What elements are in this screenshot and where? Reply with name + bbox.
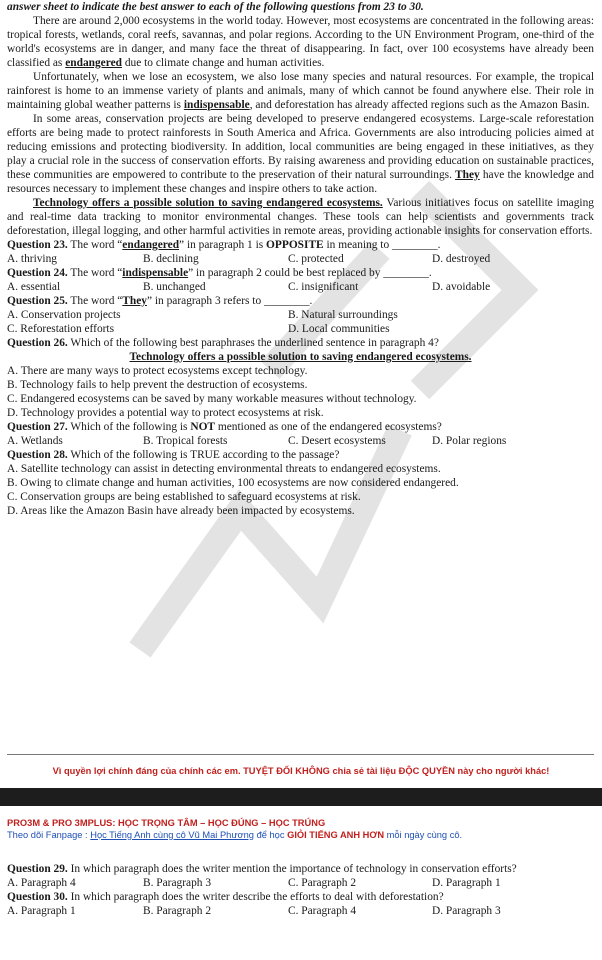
question-24-options	[7, 280, 594, 294]
option-d[interactable]: D. avoidable	[432, 281, 491, 293]
option-b[interactable]: B. Tropical forests	[143, 435, 228, 447]
option-d[interactable]: D. Paragraph 1	[432, 877, 501, 889]
option-c[interactable]: C. protected	[288, 253, 344, 265]
question-23-options	[7, 252, 594, 266]
copyright-warning: Vì quyền lợi chính đáng của chính các em. TUYỆT ĐỐI KHÔNG chia sẻ tài liệu ĐỘC QUYỀN này cho người khác!	[52, 766, 550, 776]
paragraph-4: Technology offers a possible solution to saving endangered ecosystems. Various initiatives focus on satellite imaging and real-time data tracking to monitor environmental changes. These tools can help scientists and governments track deforestation, illegal logging, and other harmful activities in remote areas, providing actionable insights for conservation efforts.	[7, 197, 594, 237]
question-27: Question 27. Which of the following is NOT mentioned as one of the endangered ecosystems?	[7, 421, 442, 433]
option-d[interactable]: D. Areas like the Amazon Basin have already been impacted by ecosystems.	[7, 505, 355, 517]
option-d[interactable]: D. Technology provides a potential way to protect ecosystems at risk.	[7, 407, 324, 419]
option-c[interactable]: C. Paragraph 2	[288, 877, 357, 889]
promo-header	[7, 818, 597, 841]
paragraph-3: In some areas, conservation projects are being developed to preserve endangered ecosystems. Large-scale reforestation efforts are being made to protect rainforests in South America and Africa. Governments are also introducing policies aimed at reducing emissions and protecting biodiversity. In addition, local communities are being engaged in these initiatives, as they play a crucial role in the success of conservation efforts. By raising awareness and providing education on sustainable practices, these communities are empowered to contribute to the preservation of their natural surroundings. They have the knowledge and resources necessary to implement these changes and inspire others to take action.	[7, 113, 594, 195]
option-b[interactable]: B. Paragraph 3	[143, 877, 212, 889]
question-29: Question 29. In which paragraph does the writer mention the importance of technology in conservation efforts?	[7, 863, 517, 875]
option-c[interactable]: C. Conservation groups are being established to safeguard ecosystems at risk.	[7, 491, 361, 503]
promo-title: PRO3M & PRO 3MPLUS: HỌC TRỌNG TÂM – HỌC ĐÚNG – HỌC TRÚNG	[7, 818, 326, 828]
option-b[interactable]: B. declining	[143, 253, 199, 265]
footer-rule	[7, 754, 594, 755]
question-27-options	[7, 434, 594, 448]
option-d[interactable]: D. destroyed	[432, 253, 491, 265]
option-c[interactable]: C. Paragraph 4	[288, 905, 357, 917]
option-a[interactable]: A. There are many ways to protect ecosystems except technology.	[7, 365, 308, 377]
option-c[interactable]: C. insignificant	[288, 281, 359, 293]
question-25-options	[7, 308, 594, 336]
question-26: Question 26. Which of the following best paraphrases the underlined sentence in paragraph 4?	[7, 337, 439, 349]
paragraph-2: Unfortunately, when we lose an ecosystem, we also lose many species and natural resources. For example, the tropical rainforest is home to an immense variety of plants and animals, many of which cannot be found anywhere else. Their role in maintaining global weather patterns is indispensable, and deforestation has already affected regions such as the Amazon Basin.	[7, 71, 594, 111]
option-a[interactable]: A. Paragraph 4	[7, 877, 76, 889]
option-a[interactable]: A. Satellite technology can assist in detecting environmental threats to endangered ecosystems.	[7, 463, 441, 475]
option-a[interactable]: A. Conservation projects	[7, 309, 121, 321]
option-d[interactable]: D. Paragraph 3	[432, 905, 501, 917]
option-a[interactable]: A. thriving	[7, 253, 57, 265]
question-28-options	[7, 462, 594, 518]
question-24: Question 24. The word “indispensable” in paragraph 2 could be best replaced by ________.	[7, 267, 432, 279]
option-b[interactable]: B. Technology fails to help prevent the destruction of ecosystems.	[7, 379, 308, 391]
option-b[interactable]: B. Paragraph 2	[143, 905, 212, 917]
question-30: Question 30. In which paragraph does the writer describe the efforts to deal with deforestation?	[7, 891, 444, 903]
highlight-endangered: endangered	[65, 57, 122, 69]
underlined-sentence: Technology offers a possible solution to saving endangered ecosystems.	[33, 197, 383, 209]
option-a[interactable]: A. Paragraph 1	[7, 905, 76, 917]
question-28: Question 28. Which of the following is TRUE according to the passage?	[7, 449, 340, 461]
paragraph-1: There are around 2,000 ecosystems in the world today. However, most ecosystems are concentrated in the following areas: tropical forests, wetlands, coral reefs, savannas, and polar regions. According to the UN Environment Program, one-third of the world's ecosystems are in danger, and many face the threat of disappearing. In fact, over 100 ecosystems have already been classified as endangered due to climate change and human activities.	[7, 15, 594, 69]
fanpage-line: Theo dõi Fanpage : Học Tiếng Anh cùng cô Vũ Mai Phương để học GIỎI TIẾNG ANH HƠN mỗi ngày cùng cô.	[7, 829, 463, 840]
option-a[interactable]: A. essential	[7, 281, 61, 293]
question-29-options	[7, 876, 595, 890]
question-30-options	[7, 904, 595, 918]
question-26-options	[7, 364, 594, 420]
highlight-indispensable: indispensable	[183, 99, 250, 111]
question-26-sentence: Technology offers a possible solution to saving endangered ecosystems.	[129, 351, 472, 363]
instruction-line: answer sheet to indicate the best answer to each of the following questions from 23 to 30.	[7, 1, 424, 13]
option-d[interactable]: D. Local communities	[288, 323, 390, 335]
option-b[interactable]: B. Natural surroundings	[288, 309, 398, 321]
fanpage-link[interactable]: Học Tiếng Anh cùng cô Vũ Mai Phương	[90, 829, 254, 840]
option-c[interactable]: C. Reforestation efforts	[7, 323, 115, 335]
question-23: Question 23. The word “endangered” in paragraph 1 is OPPOSITE in meaning to ________.	[7, 239, 441, 251]
option-d[interactable]: D. Polar regions	[432, 435, 507, 447]
option-a[interactable]: A. Wetlands	[7, 435, 63, 447]
highlight-they: They	[455, 169, 480, 181]
page-divider-bar	[0, 788, 602, 806]
option-b[interactable]: B. unchanged	[143, 281, 206, 293]
option-b[interactable]: B. Owing to climate change and human activities, 100 ecosystems are now considered endangered.	[7, 477, 459, 489]
questions-continued	[7, 862, 595, 918]
question-25: Question 25. The word “They” in paragraph 3 refers to ________.	[7, 295, 313, 307]
option-c[interactable]: C. Endangered ecosystems can be saved by many workable measures without technology.	[7, 393, 417, 405]
option-c[interactable]: C. Desert ecosystems	[288, 435, 386, 447]
